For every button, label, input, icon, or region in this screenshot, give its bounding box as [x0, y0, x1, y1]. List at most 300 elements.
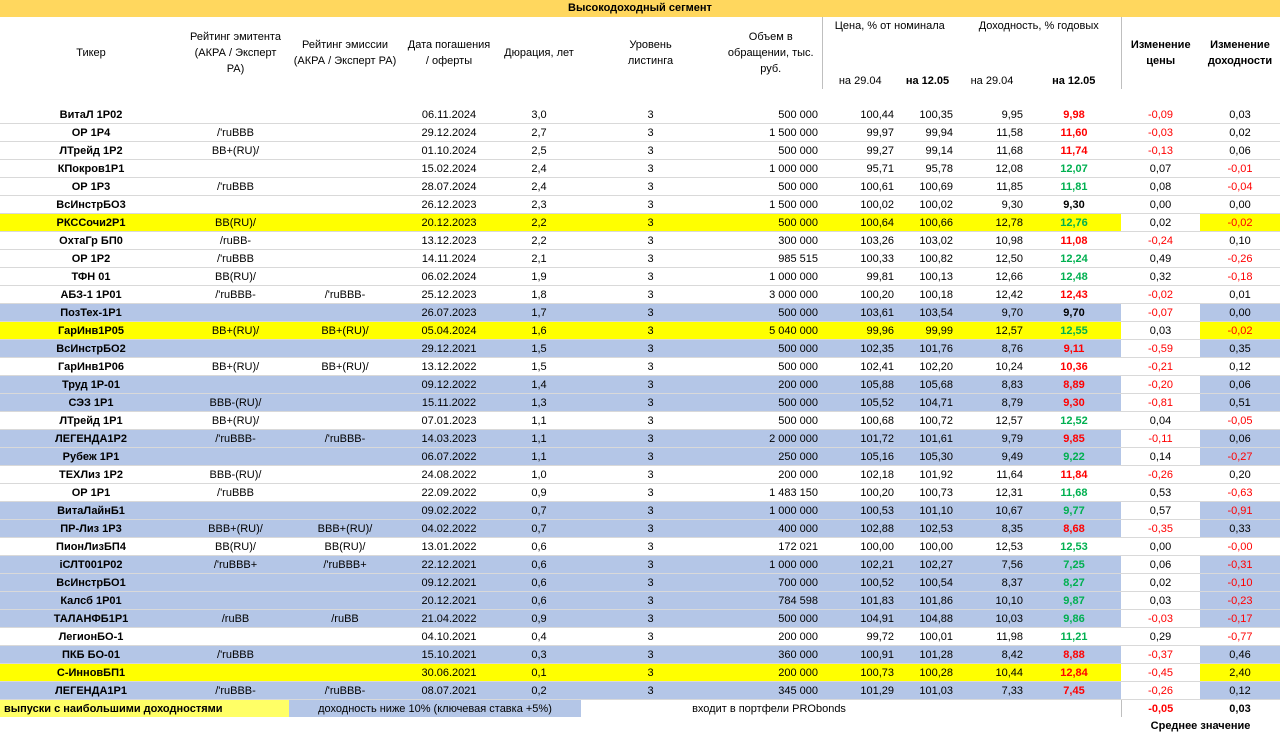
- duration-cell: 2,3: [497, 196, 581, 214]
- ticker-cell: ТАЛАНФБ1Р1: [0, 610, 182, 628]
- listing-cell: 3: [581, 376, 720, 394]
- table-row: [0, 160, 1280, 178]
- ticker-cell: ПР-Лиз 1Р3: [0, 520, 182, 538]
- price-d1-cell: 101,83: [822, 592, 898, 610]
- ticker-cell: iСЛТ001Р02: [0, 556, 182, 574]
- listing-cell: 3: [581, 106, 720, 124]
- yield-d2-cell: 11,68: [1027, 484, 1121, 502]
- volume-cell: 3 000 000: [720, 286, 822, 304]
- yield-d1-cell: 8,83: [957, 376, 1027, 394]
- duration-cell: 2,5: [497, 142, 581, 160]
- issue-rating-cell: /'ruBBB+: [289, 556, 401, 574]
- issue-rating-cell: [289, 502, 401, 520]
- price-d1-cell: 100,20: [822, 286, 898, 304]
- maturity-cell: 09.02.2022: [401, 502, 497, 520]
- table-row: [0, 142, 1280, 160]
- listing-cell: 3: [581, 520, 720, 538]
- maturity-cell: 09.12.2021: [401, 574, 497, 592]
- issue-rating-cell: [289, 340, 401, 358]
- price-d1-cell: 105,16: [822, 448, 898, 466]
- col-yield-d2: на 12.05: [1052, 75, 1096, 87]
- issue-rating-cell: /'ruBBB-: [289, 286, 401, 304]
- issuer-rating-cell: /'ruBBB: [182, 646, 289, 664]
- ticker-cell: ПКБ БО-01: [0, 646, 182, 664]
- issue-rating-cell: [289, 268, 401, 286]
- issuer-rating-cell: [182, 628, 289, 646]
- listing-cell: 3: [581, 250, 720, 268]
- ticker-cell: ВитаЛ 1Р02: [0, 106, 182, 124]
- yield-d1-cell: 8,37: [957, 574, 1027, 592]
- issuer-rating-cell: /'ruBBB+: [182, 556, 289, 574]
- listing-cell: 3: [581, 502, 720, 520]
- table-row: [0, 394, 1280, 412]
- price-d1-cell: 101,72: [822, 430, 898, 448]
- price-change-cell: -0,03: [1121, 124, 1200, 142]
- maturity-cell: 20.12.2023: [401, 214, 497, 232]
- yield-change-cell: -0,63: [1200, 484, 1280, 502]
- price-d2-cell: 100,69: [898, 178, 957, 196]
- duration-cell: 2,1: [497, 250, 581, 268]
- maturity-cell: 22.12.2021: [401, 556, 497, 574]
- price-change-cell: -0,24: [1121, 232, 1200, 250]
- volume-cell: 2 000 000: [720, 430, 822, 448]
- yield-change-cell: 0,06: [1200, 142, 1280, 160]
- price-change-cell: 0,04: [1121, 412, 1200, 430]
- volume-cell: 200 000: [720, 466, 822, 484]
- ticker-cell: КПокров1Р1: [0, 160, 182, 178]
- listing-cell: 3: [581, 592, 720, 610]
- price-d1-cell: 102,18: [822, 466, 898, 484]
- volume-cell: 1 500 000: [720, 124, 822, 142]
- price-d2-cell: 102,20: [898, 358, 957, 376]
- issuer-rating-cell: /ruBB-: [182, 232, 289, 250]
- ticker-cell: ОР 1Р3: [0, 178, 182, 196]
- price-d1-cell: 100,33: [822, 250, 898, 268]
- yield-d1-cell: 8,76: [957, 340, 1027, 358]
- listing-cell: 3: [581, 574, 720, 592]
- issue-rating-cell: /'ruBBB-: [289, 430, 401, 448]
- yield-d1-cell: 12,57: [957, 322, 1027, 340]
- price-d1-cell: 100,52: [822, 574, 898, 592]
- yield-d2-cell: 7,45: [1027, 682, 1121, 700]
- issuer-rating-cell: [182, 502, 289, 520]
- price-d2-cell: 104,71: [898, 394, 957, 412]
- yield-d2-cell: 8,88: [1027, 646, 1121, 664]
- issuer-rating-cell: BB+(RU)/: [182, 322, 289, 340]
- price-d1-cell: 100,68: [822, 412, 898, 430]
- table-row: [0, 466, 1280, 484]
- yield-d2-cell: 12,07: [1027, 160, 1121, 178]
- table-row: [0, 664, 1280, 682]
- bonds-table: [0, 17, 1280, 734]
- avg-yield-change: 0,03: [1229, 702, 1251, 715]
- yield-change-cell: 0,03: [1200, 106, 1280, 124]
- ticker-cell: ЛТрейд 1Р2: [0, 142, 182, 160]
- volume-cell: 400 000: [720, 520, 822, 538]
- volume-cell: 250 000: [720, 448, 822, 466]
- price-d2-cell: 100,28: [898, 664, 957, 682]
- price-d2-cell: 100,02: [898, 196, 957, 214]
- yield-d1-cell: 11,64: [957, 466, 1027, 484]
- yield-d2-cell: 7,25: [1027, 556, 1121, 574]
- maturity-cell: 15.11.2022: [401, 394, 497, 412]
- duration-cell: 0,1: [497, 664, 581, 682]
- ticker-cell: ТФН 01: [0, 268, 182, 286]
- price-change-cell: 0,02: [1121, 574, 1200, 592]
- table-row: [0, 484, 1280, 502]
- yield-change-cell: -0,18: [1200, 268, 1280, 286]
- price-d2-cell: 102,27: [898, 556, 957, 574]
- duration-cell: 1,6: [497, 322, 581, 340]
- ticker-cell: ВитаЛайнБ1: [0, 502, 182, 520]
- listing-cell: 3: [581, 214, 720, 232]
- duration-cell: 1,5: [497, 340, 581, 358]
- yield-change-cell: 0,20: [1200, 466, 1280, 484]
- yield-d1-cell: 12,78: [957, 214, 1027, 232]
- issue-rating-cell: BB(RU)/: [289, 538, 401, 556]
- issuer-rating-cell: [182, 664, 289, 682]
- yield-d1-cell: 12,42: [957, 286, 1027, 304]
- volume-cell: 500 000: [720, 610, 822, 628]
- yield-d1-cell: 7,33: [957, 682, 1027, 700]
- col-price-d2: на 12.05: [905, 75, 950, 87]
- price-d1-cell: 101,29: [822, 682, 898, 700]
- price-d2-cell: 100,18: [898, 286, 957, 304]
- volume-cell: 200 000: [720, 628, 822, 646]
- maturity-cell: 14.03.2023: [401, 430, 497, 448]
- price-d2-cell: 99,99: [898, 322, 957, 340]
- price-d2-cell: 100,66: [898, 214, 957, 232]
- yield-d1-cell: 11,85: [957, 178, 1027, 196]
- yield-d2-cell: 12,53: [1027, 538, 1121, 556]
- price-d2-cell: 100,00: [898, 538, 957, 556]
- yield-change-cell: -0,01: [1200, 160, 1280, 178]
- duration-cell: 0,6: [497, 538, 581, 556]
- table-row: [0, 268, 1280, 286]
- volume-cell: 345 000: [720, 682, 822, 700]
- yield-change-cell: -0,23: [1200, 592, 1280, 610]
- yield-d2-cell: 11,60: [1027, 124, 1121, 142]
- volume-cell: 1 000 000: [720, 556, 822, 574]
- table-row: [0, 502, 1280, 520]
- price-d2-cell: 101,76: [898, 340, 957, 358]
- yield-d2-cell: 8,27: [1027, 574, 1121, 592]
- maturity-cell: 26.12.2023: [401, 196, 497, 214]
- ticker-cell: ВсИнстрБО1: [0, 574, 182, 592]
- table-row: [0, 340, 1280, 358]
- duration-cell: 2,4: [497, 178, 581, 196]
- volume-cell: 172 021: [720, 538, 822, 556]
- duration-cell: 0,6: [497, 556, 581, 574]
- issuer-rating-cell: [182, 304, 289, 322]
- volume-cell: 1 000 000: [720, 160, 822, 178]
- duration-cell: 0,6: [497, 592, 581, 610]
- volume-cell: 500 000: [720, 214, 822, 232]
- price-d2-cell: 101,92: [898, 466, 957, 484]
- yield-d1-cell: 9,70: [957, 304, 1027, 322]
- yield-d1-cell: 12,53: [957, 538, 1027, 556]
- issue-rating-cell: [289, 448, 401, 466]
- price-change-cell: 0,14: [1121, 448, 1200, 466]
- yield-d1-cell: 8,79: [957, 394, 1027, 412]
- issuer-rating-cell: [182, 340, 289, 358]
- price-d1-cell: 103,61: [822, 304, 898, 322]
- price-change-cell: 0,49: [1121, 250, 1200, 268]
- table-row: [0, 214, 1280, 232]
- price-d2-cell: 103,54: [898, 304, 957, 322]
- issue-rating-cell: [289, 232, 401, 250]
- duration-cell: 3,0: [497, 106, 581, 124]
- issue-rating-cell: [289, 304, 401, 322]
- price-d2-cell: 100,35: [898, 106, 957, 124]
- ticker-cell: ОР 1Р1: [0, 484, 182, 502]
- duration-cell: 1,0: [497, 466, 581, 484]
- col-issue-rating: Рейтинг эмиссии (АКРА / Эксперт РА): [293, 39, 397, 67]
- yield-d2-cell: 11,74: [1027, 142, 1121, 160]
- table-row: [0, 646, 1280, 664]
- duration-cell: 1,9: [497, 268, 581, 286]
- price-change-cell: -0,26: [1121, 682, 1200, 700]
- price-change-cell: -0,02: [1121, 286, 1200, 304]
- price-d1-cell: 102,88: [822, 520, 898, 538]
- col-volume: Объем в обращении, тыс. руб.: [727, 31, 814, 75]
- price-d1-cell: 100,44: [822, 106, 898, 124]
- price-change-cell: -0,20: [1121, 376, 1200, 394]
- table-row: [0, 358, 1280, 376]
- maturity-cell: 05.04.2024: [401, 322, 497, 340]
- table-row: [0, 250, 1280, 268]
- volume-cell: 500 000: [720, 304, 822, 322]
- yield-d1-cell: 12,08: [957, 160, 1027, 178]
- table-row: [0, 538, 1280, 556]
- yield-d1-cell: 8,35: [957, 520, 1027, 538]
- table-row: [0, 412, 1280, 430]
- price-change-cell: -0,13: [1121, 142, 1200, 160]
- yield-change-cell: 0,06: [1200, 376, 1280, 394]
- volume-cell: 500 000: [720, 142, 822, 160]
- yield-d1-cell: 12,66: [957, 268, 1027, 286]
- price-change-cell: 0,00: [1121, 196, 1200, 214]
- maturity-cell: 06.07.2022: [401, 448, 497, 466]
- issuer-rating-cell: BBB-(RU)/: [182, 466, 289, 484]
- maturity-cell: 29.12.2024: [401, 124, 497, 142]
- segment-title: Высокодоходный сегмент: [0, 0, 1280, 17]
- yield-d1-cell: 10,67: [957, 502, 1027, 520]
- yield-d2-cell: 8,89: [1027, 376, 1121, 394]
- price-change-cell: -0,09: [1121, 106, 1200, 124]
- price-change-cell: 0,03: [1121, 322, 1200, 340]
- listing-cell: 3: [581, 340, 720, 358]
- issue-rating-cell: [289, 412, 401, 430]
- yield-change-cell: 0,06: [1200, 430, 1280, 448]
- issuer-rating-cell: BB+(RU)/: [182, 358, 289, 376]
- duration-cell: 1,4: [497, 376, 581, 394]
- price-d1-cell: 100,73: [822, 664, 898, 682]
- yield-change-cell: -0,02: [1200, 214, 1280, 232]
- issuer-rating-cell: BB(RU)/: [182, 538, 289, 556]
- price-d2-cell: 100,54: [898, 574, 957, 592]
- maturity-cell: 26.07.2023: [401, 304, 497, 322]
- issuer-rating-cell: [182, 106, 289, 124]
- price-change-cell: -0,03: [1121, 610, 1200, 628]
- volume-cell: 5 040 000: [720, 322, 822, 340]
- duration-cell: 1,3: [497, 394, 581, 412]
- price-change-cell: 0,29: [1121, 628, 1200, 646]
- ticker-cell: ПозТех-1Р1: [0, 304, 182, 322]
- price-d1-cell: 100,64: [822, 214, 898, 232]
- price-d1-cell: 99,96: [822, 322, 898, 340]
- issue-rating-cell: [289, 160, 401, 178]
- table-row: [0, 592, 1280, 610]
- yield-d1-cell: 11,58: [957, 124, 1027, 142]
- issue-rating-cell: [289, 628, 401, 646]
- ticker-cell: ОР 1Р2: [0, 250, 182, 268]
- price-change-cell: -0,45: [1121, 664, 1200, 682]
- issuer-rating-cell: [182, 592, 289, 610]
- issue-rating-cell: [289, 124, 401, 142]
- yield-d2-cell: 10,36: [1027, 358, 1121, 376]
- yield-d1-cell: 10,24: [957, 358, 1027, 376]
- yield-d2-cell: 12,52: [1027, 412, 1121, 430]
- ticker-cell: ВсИнстрБО2: [0, 340, 182, 358]
- maturity-cell: 14.11.2024: [401, 250, 497, 268]
- table-row: [0, 376, 1280, 394]
- issuer-rating-cell: /'ruBBB-: [182, 286, 289, 304]
- yield-d2-cell: 12,43: [1027, 286, 1121, 304]
- volume-cell: 360 000: [720, 646, 822, 664]
- maturity-cell: 24.08.2022: [401, 466, 497, 484]
- issuer-rating-cell: BB(RU)/: [182, 214, 289, 232]
- ticker-cell: ЛегионБО-1: [0, 628, 182, 646]
- price-d2-cell: 99,94: [898, 124, 957, 142]
- yield-change-cell: 0,12: [1200, 682, 1280, 700]
- yield-d1-cell: 8,42: [957, 646, 1027, 664]
- yield-d2-cell: 9,30: [1027, 394, 1121, 412]
- ticker-cell: Калсб 1Р01: [0, 592, 182, 610]
- yield-d2-cell: 12,76: [1027, 214, 1121, 232]
- maturity-cell: 13.01.2022: [401, 538, 497, 556]
- price-change-cell: -0,21: [1121, 358, 1200, 376]
- col-issuer-rating: Рейтинг эмитента (АКРА / Эксперт РА): [190, 31, 281, 75]
- volume-cell: 784 598: [720, 592, 822, 610]
- yield-d1-cell: 10,98: [957, 232, 1027, 250]
- yield-change-cell: -0,27: [1200, 448, 1280, 466]
- issuer-rating-cell: [182, 574, 289, 592]
- price-d2-cell: 101,28: [898, 646, 957, 664]
- listing-cell: 3: [581, 358, 720, 376]
- price-change-cell: -0,35: [1121, 520, 1200, 538]
- price-change-cell: -0,37: [1121, 646, 1200, 664]
- duration-cell: 0,9: [497, 610, 581, 628]
- avg-price-change: -0,05: [1121, 700, 1200, 718]
- maturity-cell: 13.12.2022: [401, 358, 497, 376]
- volume-cell: 985 515: [720, 250, 822, 268]
- ticker-cell: ПионЛизБП4: [0, 538, 182, 556]
- price-change-cell: -0,26: [1121, 466, 1200, 484]
- yield-d2-cell: 12,48: [1027, 268, 1121, 286]
- listing-cell: 3: [581, 196, 720, 214]
- table-row: [0, 286, 1280, 304]
- price-d1-cell: 99,27: [822, 142, 898, 160]
- table-row: [0, 520, 1280, 538]
- yield-d2-cell: 12,24: [1027, 250, 1121, 268]
- yield-change-cell: 0,35: [1200, 340, 1280, 358]
- duration-cell: 0,3: [497, 646, 581, 664]
- issuer-rating-cell: /'ruBBB: [182, 250, 289, 268]
- yield-change-cell: 2,40: [1200, 664, 1280, 682]
- price-d2-cell: 101,86: [898, 592, 957, 610]
- price-change-cell: 0,53: [1121, 484, 1200, 502]
- listing-cell: 3: [581, 466, 720, 484]
- listing-cell: 3: [581, 304, 720, 322]
- issue-rating-cell: [289, 376, 401, 394]
- issue-rating-cell: [289, 196, 401, 214]
- yield-d1-cell: 9,79: [957, 430, 1027, 448]
- listing-cell: 3: [581, 286, 720, 304]
- price-d1-cell: 99,72: [822, 628, 898, 646]
- maturity-cell: 30.06.2021: [401, 664, 497, 682]
- yield-change-cell: 0,00: [1200, 196, 1280, 214]
- price-d2-cell: 100,13: [898, 268, 957, 286]
- volume-cell: 1 483 150: [720, 484, 822, 502]
- maturity-cell: 28.07.2024: [401, 178, 497, 196]
- volume-cell: 700 000: [720, 574, 822, 592]
- volume-cell: 500 000: [720, 106, 822, 124]
- maturity-cell: 04.10.2021: [401, 628, 497, 646]
- duration-cell: 0,6: [497, 574, 581, 592]
- yield-d2-cell: 9,98: [1027, 106, 1121, 124]
- duration-cell: 1,1: [497, 430, 581, 448]
- yield-d1-cell: 7,56: [957, 556, 1027, 574]
- price-d2-cell: 101,10: [898, 502, 957, 520]
- yield-change-cell: -0,31: [1200, 556, 1280, 574]
- ticker-cell: РКССочи2Р1: [0, 214, 182, 232]
- maturity-cell: 21.04.2022: [401, 610, 497, 628]
- yield-change-cell: 0,10: [1200, 232, 1280, 250]
- col-price-d1: на 29.04: [822, 35, 898, 89]
- yield-d2-cell: 11,21: [1027, 628, 1121, 646]
- price-d2-cell: 104,88: [898, 610, 957, 628]
- issuer-rating-cell: /'ruBBB: [182, 124, 289, 142]
- col-yield-change: Изменение доходности: [1207, 39, 1273, 67]
- yield-change-cell: -0,10: [1200, 574, 1280, 592]
- table-row: [0, 106, 1280, 124]
- maturity-cell: 04.02.2022: [401, 520, 497, 538]
- yield-d2-cell: 12,84: [1027, 664, 1121, 682]
- ticker-cell: ТЕХЛиз 1Р2: [0, 466, 182, 484]
- ticker-cell: ГарИнв1Р05: [0, 322, 182, 340]
- price-d1-cell: 102,41: [822, 358, 898, 376]
- listing-cell: 3: [581, 448, 720, 466]
- table-row: [0, 178, 1280, 196]
- duration-cell: 2,7: [497, 124, 581, 142]
- volume-cell: 500 000: [720, 178, 822, 196]
- legend-row: [0, 700, 1280, 718]
- table-row: [0, 430, 1280, 448]
- issuer-rating-cell: [182, 160, 289, 178]
- issuer-rating-cell: [182, 196, 289, 214]
- listing-cell: 3: [581, 646, 720, 664]
- duration-cell: 1,7: [497, 304, 581, 322]
- yield-d1-cell: 10,03: [957, 610, 1027, 628]
- issuer-rating-cell: /'ruBBB: [182, 178, 289, 196]
- price-change-cell: 0,07: [1121, 160, 1200, 178]
- yield-d2-cell: 12,55: [1027, 322, 1121, 340]
- price-change-cell: 0,32: [1121, 268, 1200, 286]
- yield-change-cell: -0,02: [1200, 322, 1280, 340]
- table-row: [0, 124, 1280, 142]
- issue-rating-cell: [289, 646, 401, 664]
